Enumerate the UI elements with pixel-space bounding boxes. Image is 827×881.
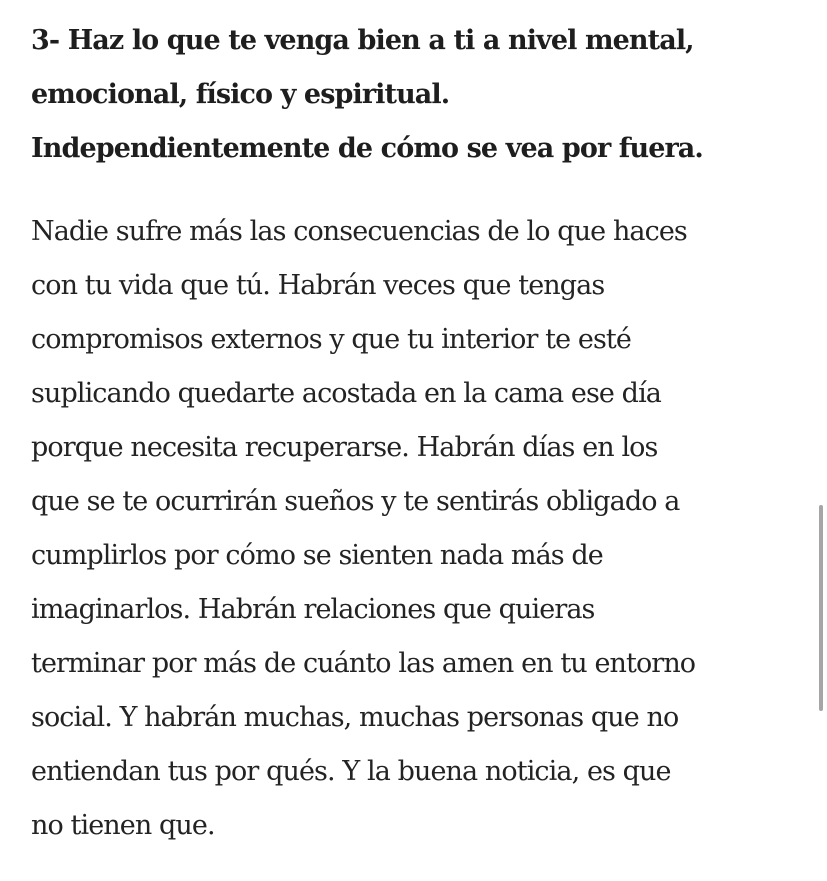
- paragraph-line: cumplirlos por cómo se sienten nada más de: [31, 540, 603, 571]
- paragraph-line: suplicando quedarte acostada en la cama ese día: [31, 378, 661, 409]
- paragraph-line: con tu vida que tú. Habrán veces que tengas: [31, 270, 605, 301]
- paragraph-line: no tienen que.: [31, 810, 215, 841]
- paragraph-line: compromisos externos y que tu interior te esté: [31, 324, 631, 355]
- paragraph-line: entiendan tus por qués. Y la buena noticia, es que: [31, 756, 671, 787]
- vertical-scrollbar[interactable]: [819, 505, 823, 711]
- paragraph-line: que se te ocurrirán sueños y te sentirás obligado a: [31, 486, 680, 517]
- article-content: [31, 14, 811, 853]
- paragraph-line: porque necesita recuperarse. Habrán días en los: [31, 432, 658, 463]
- heading-line: emocional, físico y espiritual.: [31, 79, 450, 110]
- heading-line: Independientemente de cómo se vea por fuera.: [31, 133, 703, 164]
- paragraph-line: terminar por más de cuánto las amen en tu entorno: [31, 648, 696, 679]
- paragraph-line: Nadie sufre más las consecuencias de lo que haces: [31, 216, 687, 247]
- section-heading: [31, 14, 811, 176]
- heading-line: 3- Haz lo que te venga bien a ti a nivel mental,: [31, 25, 694, 56]
- paragraph-line: social. Y habrán muchas, muchas personas que no: [31, 702, 679, 733]
- body-paragraph: [31, 205, 811, 853]
- paragraph-line: imaginarlos. Habrán relaciones que quieras: [31, 594, 595, 625]
